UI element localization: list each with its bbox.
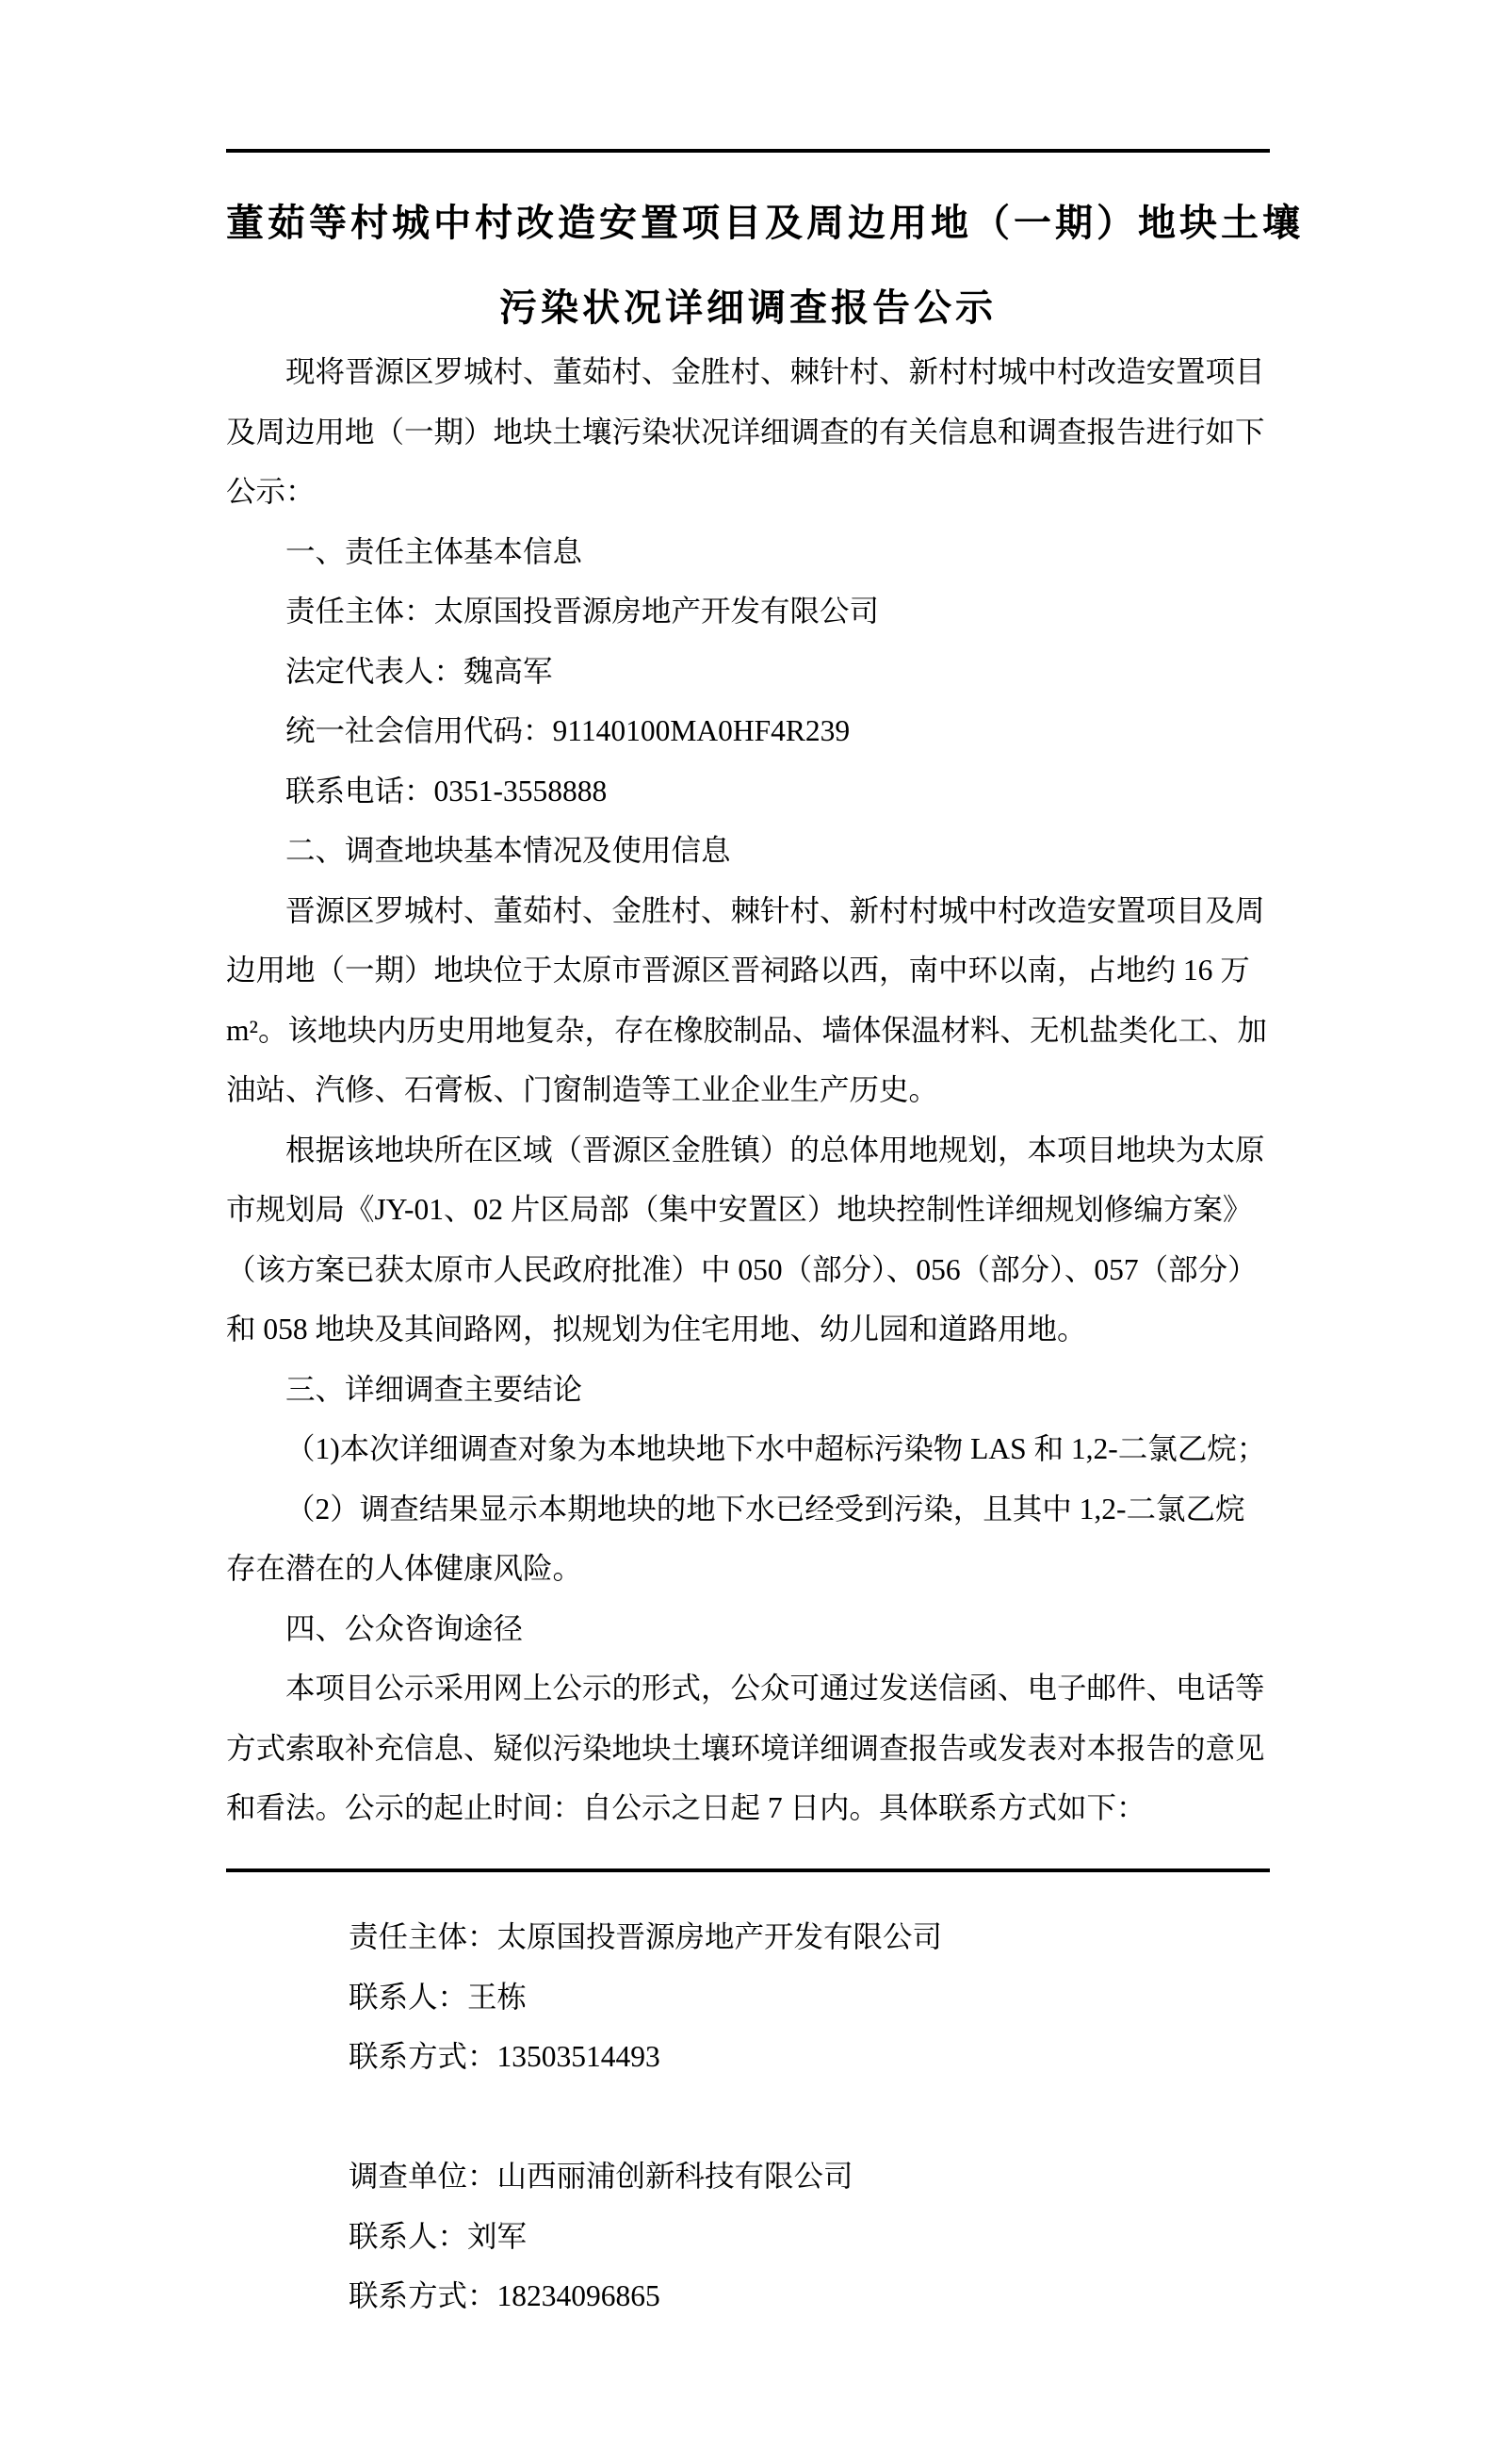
contact-info [349,1907,1272,2326]
body-line: （2）调查结果显示本期地块的地下水已经受到污染，且其中 1,2-二氯乙烷 [285,1492,1245,1526]
document-title [226,181,1304,351]
bottom-divider-rule [226,1868,1270,1872]
body-line: 二、调查地块基本情况及使用信息 [285,834,731,867]
body-line: 和 058 地块及其间路网，拟规划为住宅用地、幼儿园和道路用地。 [226,1313,1087,1346]
body-line: m²。该地块内历史用地复杂，存在橡胶制品、墙体保温材料、无机盐类化工、加 [226,1013,1267,1047]
body-line: 方式索取补充信息、疑似污染地块土壤环境详细调查报告或发表对本报告的意见 [226,1731,1265,1765]
body-line: 及周边用地（一期）地块土壤污染状况详细调查的有关信息和调查报告进行如下 [226,415,1265,449]
contact-line-person-2: 联系人：刘军 [349,2219,528,2253]
body-line: 根据该地块所在区域（晋源区金胜镇）的总体用地规划，本项目地块为太原 [285,1133,1265,1167]
body-line: 公示： [226,475,316,508]
contact-line-phone-2: 联系方式：18234096865 [349,2279,660,2312]
body-line: 存在潜在的人体健康风险。 [226,1552,583,1585]
body-line: 三、详细调查主要结论 [285,1372,583,1406]
body-line: （该方案已获太原市人民政府批准）中 050（部分）、056（部分）、057（部分） [226,1252,1258,1286]
body-line: 联系电话：0351-3558888 [285,774,608,808]
body-line: （1)本次详细调查对象为本地块地下水中超标污染物 LAS 和 1,2-二氯乙烷； [285,1432,1267,1465]
body-line: 一、责任主体基本信息 [285,534,583,568]
body-line: 油站、汽修、石膏板、门窗制造等工业企业生产历史。 [226,1073,939,1106]
body-line: 边用地（一期）地块位于太原市晋源区晋祠路以西，南中环以南，占地约 16 万 [226,954,1250,987]
contact-line-survey-unit: 调查单位：山西丽浦创新科技有限公司 [349,2160,853,2193]
body-line: 法定代表人：魏高军 [285,654,553,688]
body-line: 责任主体：太原国投晋源房地产开发有限公司 [285,595,880,628]
body-line: 四、公众咨询途径 [285,1611,524,1645]
body-line: 本项目公示采用网上公示的形式，公众可通过发送信函、电子邮件、电话等 [285,1672,1265,1705]
contact-line-phone-1: 联系方式：13503514493 [349,2040,660,2073]
top-divider-rule [226,149,1270,153]
body-line: 晋源区罗城村、董茹村、金胜村、棘针村、新村村城中村改造安置项目及周 [285,893,1265,927]
contact-line-spacer [349,2087,1272,2147]
body-line: 现将晋源区罗城村、董茹村、金胜村、棘针村、新村村城中村改造安置项目 [285,355,1265,388]
document-title-line-2: 污染状况详细调查报告公示 [499,287,997,329]
document-title-line-1: 董茹等村城中村改造安置项目及周边用地（一期）地块土壤 [226,203,1304,244]
body-line: 统一社会信用代码：91140100MA0HF4R239 [285,714,851,747]
contact-line-person-1: 联系人：王栋 [349,1980,528,2014]
body-text [226,342,1274,1838]
body-line: 和看法。公示的起止时间：自公示之日起 7 日内。具体联系方式如下： [226,1791,1146,1824]
contact-line-responsible-entity: 责任主体：太原国投晋源房地产开发有限公司 [349,1920,943,1953]
body-line: 市规划局《JY-01、02 片区局部（集中安置区）地块控制性详细规划修编方案》 [226,1193,1253,1226]
